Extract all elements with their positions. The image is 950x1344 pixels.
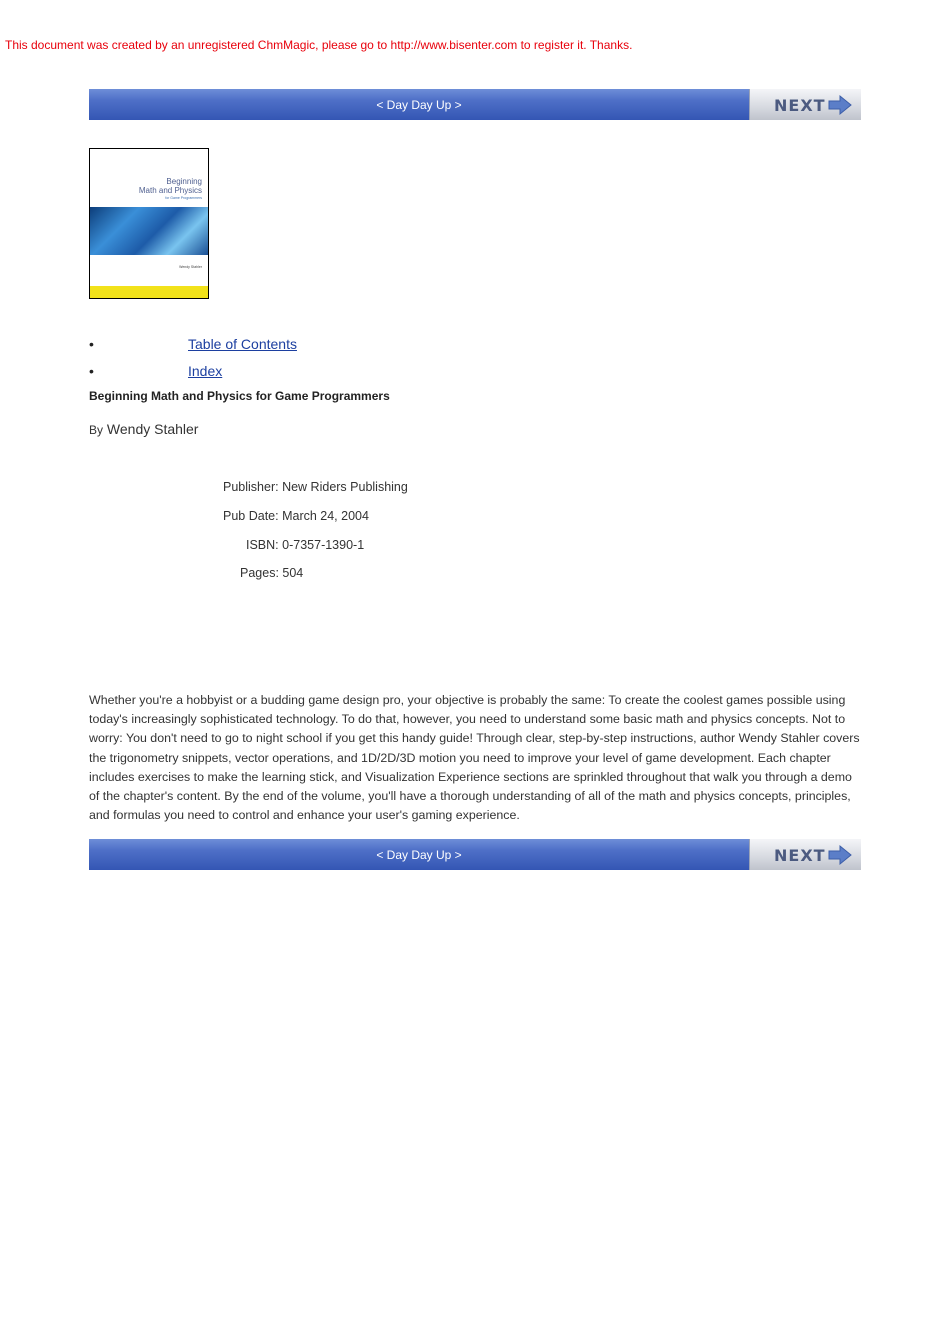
next-arrow-icon <box>827 94 853 116</box>
next-arrow-icon <box>827 844 853 866</box>
by-label: By <box>89 423 104 437</box>
publisher-value: New Riders Publishing <box>282 480 408 494</box>
next-label: NEXT <box>774 96 826 115</box>
pages-label: Pages: <box>240 566 279 580</box>
nav-center-text: < Day Day Up > <box>376 848 462 862</box>
cover-author: Wendy Stahler <box>179 265 202 269</box>
publisher-row <box>223 480 408 494</box>
byline <box>89 421 198 437</box>
cover-yellow-strip <box>90 286 208 298</box>
pages-row <box>240 566 303 580</box>
next-label: NEXT <box>774 846 826 865</box>
pubdate-value: March 24, 2004 <box>282 509 369 523</box>
next-button[interactable] <box>749 839 861 870</box>
bottom-nav-bar <box>89 839 861 870</box>
pages-value: 504 <box>282 566 304 580</box>
unregistered-notice: This document was created by an unregistered ChmMagic, please go to http://www.bisenter.com to register it. Thanks. <box>5 38 633 52</box>
bullet: • <box>89 363 94 379</box>
book-cover-image <box>89 148 209 299</box>
isbn-row <box>246 538 364 552</box>
cover-subtitle: for Game Programmers <box>165 196 202 200</box>
book-title: Beginning Math and Physics for Game Programmers <box>89 389 390 403</box>
top-nav-bar <box>89 89 861 120</box>
nav-center-text: < Day Day Up > <box>376 98 462 112</box>
cover-title: Beginning Math and Physics <box>138 177 202 195</box>
bullet: • <box>89 336 94 352</box>
publisher-label: Publisher: <box>223 480 279 494</box>
table-of-contents-link[interactable]: Table of Contents <box>188 336 297 352</box>
cover-art-band <box>90 207 208 255</box>
isbn-label: ISBN: <box>246 538 279 552</box>
pubdate-row <box>223 509 369 523</box>
next-button[interactable] <box>749 89 861 120</box>
index-link[interactable]: Index <box>188 363 223 379</box>
author-name: Wendy Stahler <box>106 421 199 437</box>
isbn-value: 0-7357-1390-1 <box>282 538 365 552</box>
book-description: Whether you're a hobbyist or a budding game design pro, your objective is probably the same: To create the coolest games possible using today's increasingly sophisticated technology. To do that, however, you need to understand some basic math and physics concepts. Not to worry: You don't need to go to night school if you get this handy guide! Through clear, step-by-step instructions, author Wendy Stahler covers the trigonometry snippets, vector operations, and 1D/2D/3D motion you need to improve your level of game development. Each chapter includes exercises to make the learning stick, and Visualization Experience sections are sprinkled throughout that walk you through a demo of the chapter's content. By the end of the volume, you'll have a thorough understanding of all of the math and physics concepts, principles, and formulas you need to control and enhance your user's gaming experience. <box>89 693 860 823</box>
pubdate-label: Pub Date: <box>223 509 279 523</box>
